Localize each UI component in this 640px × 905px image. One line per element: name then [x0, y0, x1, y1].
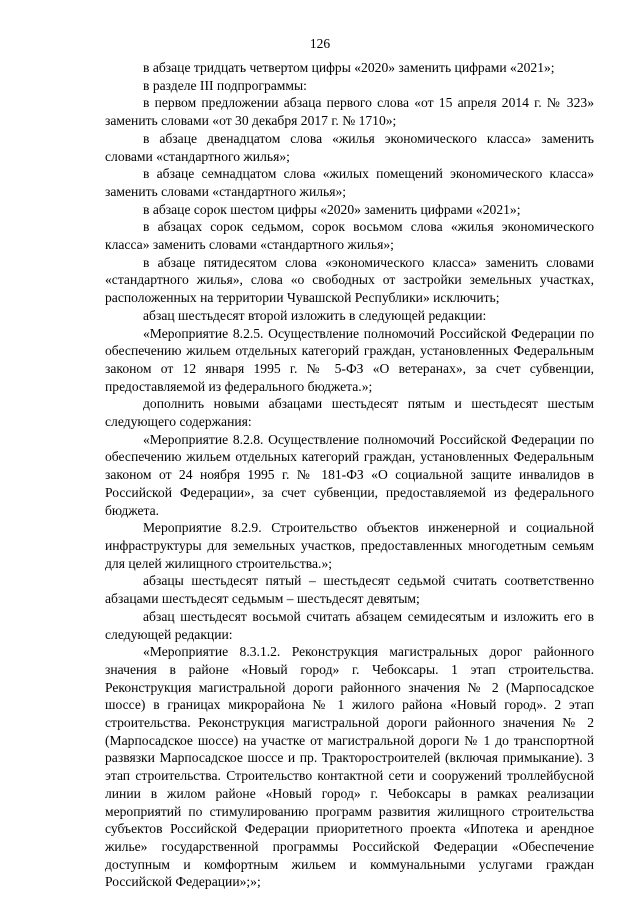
paragraph: в разделе III подпрограммы:: [143, 77, 307, 93]
paragraph: в абзаце пятидесятом слова «экономического класса» заменить словами «стандартного жилья», слова «о свободных от застройки земельных участках, расположенных на территории Чувашской Республики» исключить;: [105, 254, 594, 306]
paragraph: Мероприятие 8.2.9. Строительство объектов инженерной и социальной инфраструктуры для земельных участков, предоставленных многодетным семьям для целей жилищного строительства.»;: [105, 520, 594, 571]
document-body: [105, 59, 594, 891]
paragraph: абзацы шестьдесят пятый – шестьдесят седьмой считать соответственно абзацами шестьдесят седьмым – шестьдесят девятым;: [105, 573, 594, 607]
paragraph: «Мероприятие 8.2.5. Осуществление полномочий Российской Федерации по обеспечению жильем отдельных категорий граждан, установленных Федеральным законом от 12 января 1995 г. № 5-ФЗ «О ветеранах», за счет субвенции, предоставляемой из федерального бюджета.»;: [105, 325, 594, 394]
paragraph: абзац шестьдесят восьмой считать абзацем семидесятым и изложить его в следующей редакции:: [105, 608, 594, 642]
paragraph: в абзаце семнадцатом слова «жилых помещений экономического класса» заменить словами «стандартного жилья»;: [105, 166, 594, 199]
paragraph: в абзаце двенадцатом слова «жилья экономического класса» заменить словами «стандартного жилья»;: [105, 130, 594, 164]
paragraph: в первом предложении абзаца первого слова «от 15 апреля 2014 г. № 323» заменить словами «от 30 декабря 2017 г. № 1710»;: [105, 95, 594, 129]
paragraph: абзац шестьдесят второй изложить в следующей редакции:: [143, 307, 487, 323]
paragraph: дополнить новыми абзацами шестьдесят пятым и шестьдесят шестым следующего содержания:: [105, 396, 594, 430]
paragraph: «Мероприятие 8.3.1.2. Реконструкция магистральных дорог районного значения в районе «Новый город» г. Чебоксары. 1 этап строительства. Реконструкция магистральной дороги районного значения № 2 (Марпосадское шоссе) в границах микрорайона № 1 жилого района «Новый город». 2 этап строительства. Реконструкция магистральной дороги районного значения № 2 (Марпосадское шоссе) на участке от магистральной дороги № 1 до транспортной развязки Марпосадское шоссе и пр. Тракторостроителей (включая примыкание). 3 этап строительства. Строительство контактной сети и сооружений троллейбусной линии в жилом районе «Новый город» г. Чебоксары в рамках реализации мероприятий по стимулированию программ развития жилищного строительства субъектов Российской Федерации приоритетного проекта «Ипотека и арендное жилье» государственной программы Российской Федерации «Обеспечение доступным и комфортным жильем и коммунальными услугами граждан Российской Федерации»;»;: [105, 644, 594, 890]
page-number: 126: [309, 36, 331, 51]
paragraph: в абзаце сорок шестом цифры «2020» заменить цифрами «2021»;: [143, 201, 521, 217]
paragraph: в абзаце тридцать четвертом цифры «2020» заменить цифрами «2021»;: [143, 60, 555, 75]
paragraph: в абзацах сорок седьмом, сорок восьмом слова «жилья экономического класса» заменить словами «стандартного жилья»;: [105, 219, 594, 253]
paragraph: «Мероприятие 8.2.8. Осуществление полномочий Российской Федерации по обеспечению жильем отдельных категорий граждан, установленных Федеральным законом от 24 ноября 1995 г. № 181-ФЗ «О социальной защите инвалидов в Российской Федерации», за счет субвенции, предоставляемой из федерального бюджета.: [105, 431, 594, 518]
